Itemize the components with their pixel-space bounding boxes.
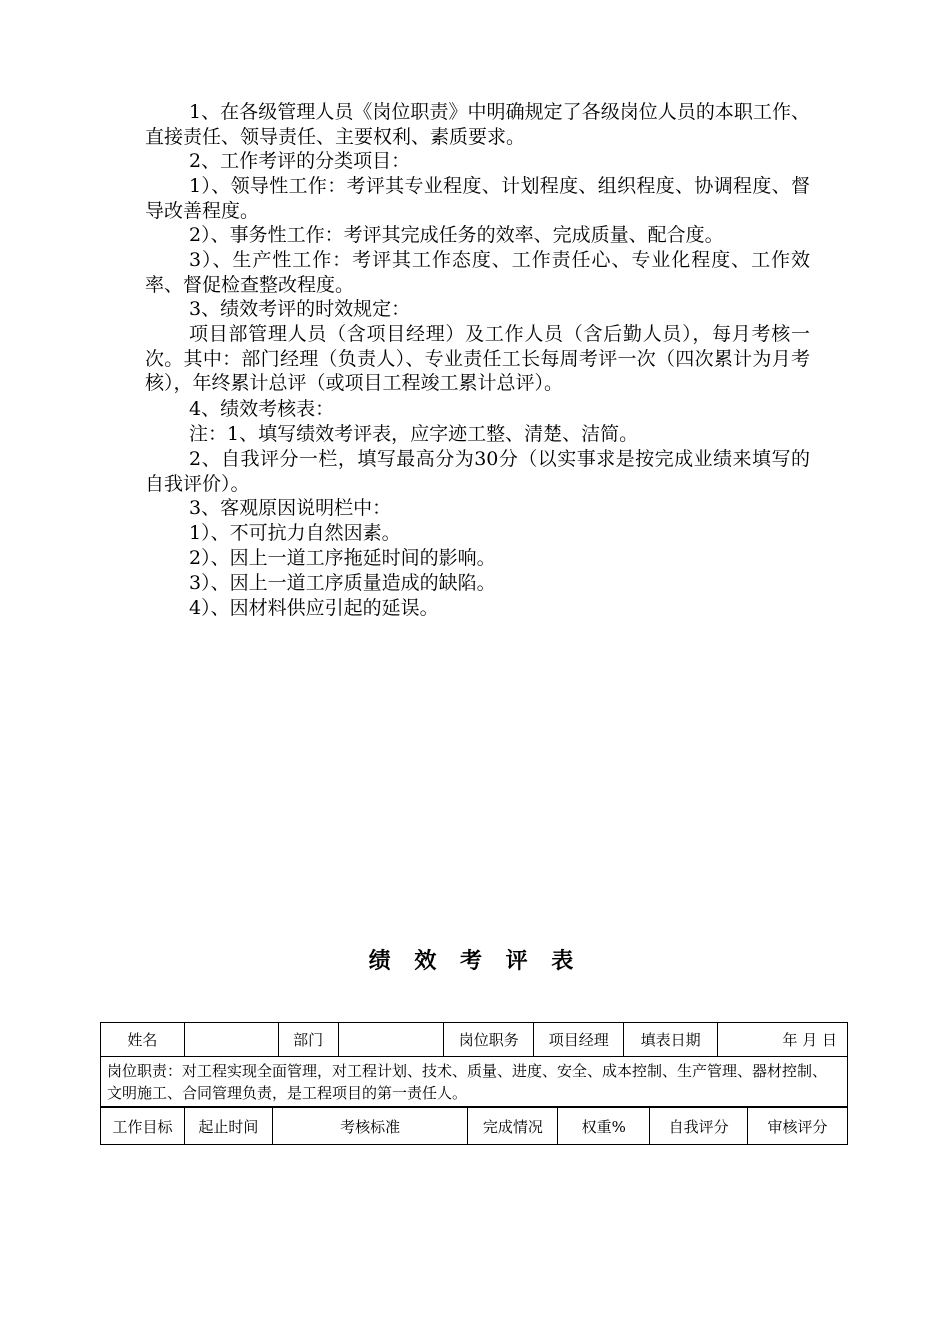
post-label: 岗位职务 <box>444 1023 534 1057</box>
dept-label: 部门 <box>278 1023 338 1057</box>
evaluation-form-table <box>100 1022 848 1107</box>
header-self-score: 自我评分 <box>650 1108 748 1145</box>
form-title: 绩 效 考 评 表 <box>368 949 582 974</box>
name-field[interactable] <box>184 1023 278 1057</box>
criteria-header-row <box>101 1108 848 1145</box>
paragraph-13: 2）、因上一道工序拖延时间的影响。 <box>189 547 496 569</box>
paragraph-4: 2）、事务性工作：考评其完成任务的效率、完成质量、配合度。 <box>189 224 724 246</box>
header-review-score: 审核评分 <box>748 1108 848 1145</box>
paragraph-5: 3）、生产性工作：考评其工作态度、工作责任心、专业化程度、工作效率、督促检查整改程度。 <box>145 249 810 296</box>
paragraph-7: 项目部管理人员（含项目经理）及工作人员（含后勤人员），每月考核一次。其中：部门经理（负责人）、专业责任工长每周考评一次（四次累计为月考核），年终累计总评（或项目工程竣工累计总评）。 <box>145 323 810 394</box>
paragraph-15: 4）、因材料供应引起的延误。 <box>189 597 439 619</box>
header-completion: 完成情况 <box>468 1108 558 1145</box>
paragraph-14: 3）、因上一道工序质量造成的缺陷。 <box>189 572 496 594</box>
paragraph-10: 2、自我评分一栏，填写最高分为30分（以实事求是按完成业绩来填写的自我评价）。 <box>145 448 810 495</box>
header-work-goal: 工作目标 <box>101 1108 185 1145</box>
name-label: 姓名 <box>101 1023 185 1057</box>
date-field[interactable]: 年 月 日 <box>718 1023 848 1057</box>
dept-field[interactable] <box>338 1023 444 1057</box>
form-header-row <box>101 1023 848 1057</box>
duties-row <box>101 1057 848 1107</box>
paragraph-12: 1）、不可抗力自然因素。 <box>189 522 401 544</box>
header-criteria: 考核标准 <box>272 1108 468 1145</box>
paragraph-6: 3、绩效考评的时效规定： <box>189 298 411 320</box>
paragraph-11: 3、客观原因说明栏中： <box>189 497 392 519</box>
header-time-range: 起止时间 <box>184 1108 272 1145</box>
evaluation-criteria-table <box>100 1107 848 1145</box>
paragraph-8: 4、绩效考核表： <box>189 398 335 420</box>
paragraph-9: 注：1、填写绩效考评表，应字迹工整、清楚、洁简。 <box>189 423 639 445</box>
paragraph-2: 2、工作考评的分类项目： <box>189 150 411 172</box>
date-label: 填表日期 <box>624 1023 718 1057</box>
duties-text: 岗位职责：对工程实现全面管理，对工程计划、技术、质量、进度、安全、成本控制、生产管理、器材控制、文明施工、合同管理负责，是工程项目的第一责任人。 <box>101 1057 848 1107</box>
post-value: 项目经理 <box>534 1023 624 1057</box>
paragraph-1: 1、在各级管理人员《岗位职责》中明确规定了各级岗位人员的本职工作、直接责任、领导责任、主要权利、素质要求。 <box>145 101 810 148</box>
header-weight: 权重% <box>558 1108 650 1145</box>
paragraph-3: 1）、领导性工作：考评其专业程度、计划程度、组织程度、协调程度、督导改善程度。 <box>145 175 810 222</box>
